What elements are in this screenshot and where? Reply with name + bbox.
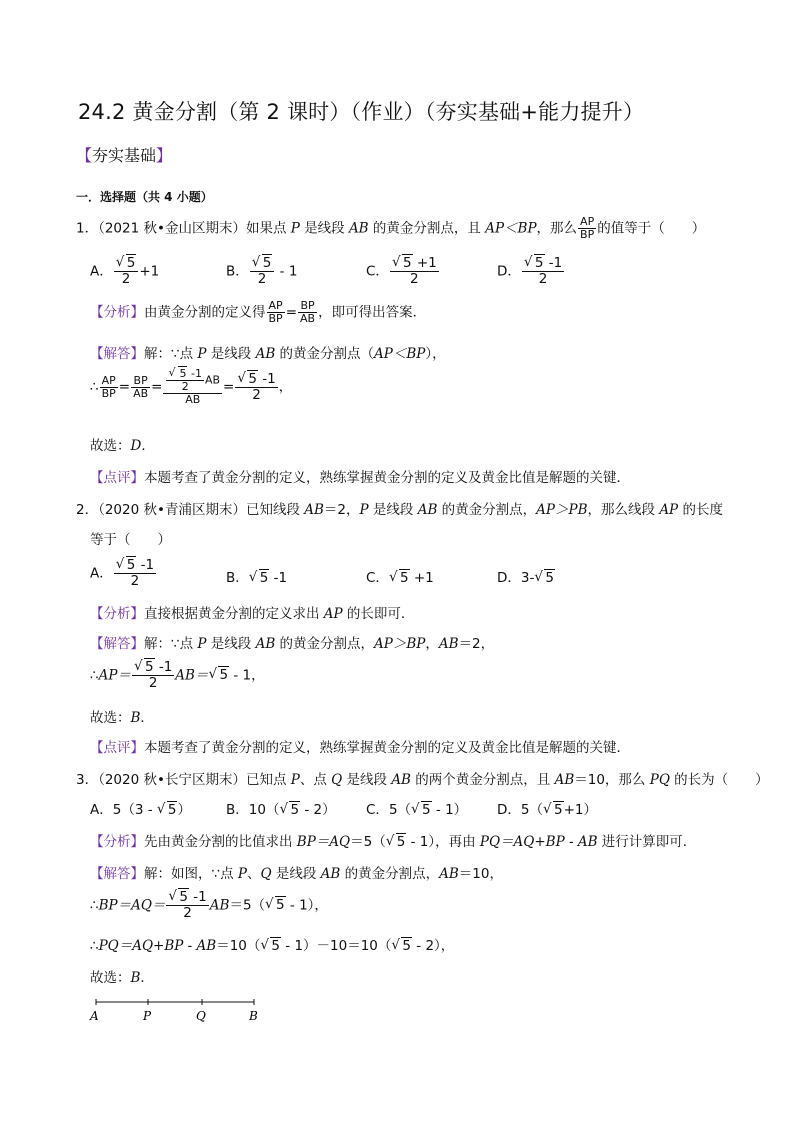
fraction: √ $\frac{5 -1}{2}$: [166, 890, 208, 921]
q1-option-c: [366, 256, 440, 287]
q1-stem: [76, 216, 705, 241]
q3-option-d: D．5（√ 5+1）: [497, 798, 597, 818]
section-bracket-close: 】: [156, 146, 173, 165]
label-a: A: [90, 1009, 99, 1023]
q1-option-a: A． √ $\frac{5}{2}$ +1: [90, 256, 159, 287]
q3-derivation-1: ∴BP＝AQ＝ √ $\frac{5 -1}{2}$ AB＝5（√ 5 - 1），: [90, 890, 328, 921]
segment-diagram: [86, 996, 276, 1026]
fraction: √ $\frac{5 -1}{2}$: [235, 372, 277, 403]
q1-derivation: ∴ $\frac{AP}{BP}$ = $\frac{BP}{AB}$ = √ $\frac{5 -1}{2}$ AB AB = √ $\frac{5 -1}{2}$ ，: [90, 368, 292, 406]
fraction: $\frac{AP}{BP}$: [101, 373, 116, 400]
q2-comment: 【点评】本题考查了黄金分割的定义，熟练掌握黄金分割的定义及黄金比值是解题的关键．: [90, 740, 630, 756]
q2-derivation: ∴AP＝ √ $\frac{5 -1}{2}$ AB＝√ 5 - 1，: [90, 660, 265, 691]
q1-stem-a: 是线段: [299, 220, 349, 237]
q2-answer: 故选：B．: [90, 710, 154, 726]
opt-label: D．: [497, 263, 521, 280]
opt-label: B．: [226, 263, 249, 280]
complex-fraction: √ $\frac{5 -1}{2}$ AB AB: [163, 368, 222, 406]
q1-option-b: B． √ $\frac{5}{2}$ - 1: [226, 256, 297, 287]
page-title: 24.2 黄金分割（第 2 课时）（作业）（夯实基础+能力提升）: [78, 100, 645, 124]
label-q: Q: [196, 1009, 206, 1023]
q3-option-a: A．5（3 - √ 5）: [90, 798, 191, 818]
q2-option-a: A． √ $\frac{5 -1}{2}$: [90, 558, 157, 589]
q3-analysis: 【分析】先由黄金分割的比值求出 BP＝AQ＝5（√ 5 - 1），再由 PQ＝AQ+BP - AB 进行计算即可．: [90, 830, 696, 850]
fraction: √ $\frac{5 -1}{2}$: [132, 660, 174, 691]
analysis-tag: 【分析】: [90, 304, 144, 321]
fraction: √ $\frac{5 +1}{2}$: [390, 256, 439, 287]
section-bracket-open: 【: [76, 146, 93, 165]
q1-solution: 【解答】解：∵点 P 是线段 AB 的黄金分割点（AP＜BP），: [90, 346, 446, 362]
sqrt: √ 5: [116, 256, 137, 271]
label-b: B: [249, 1009, 258, 1023]
q1-frac-num: AP: [578, 216, 596, 229]
q3-option-b: B．10（√ 5 - 2）: [226, 798, 336, 818]
sqrt: √ 5: [524, 256, 545, 271]
q1-comment: 【点评】本题考查了黄金分割的定义，熟练掌握黄金分割的定义及黄金比值是解题的关键．: [90, 470, 630, 486]
q1-analysis: 【分析】由黄金分割的定义得 $\frac{AP}{BP}$ = $\frac{BP}{AB}$ ，即可得出答案．: [90, 299, 427, 326]
q1-condition: AP＜BP: [485, 220, 537, 237]
q1-fraction: [578, 216, 596, 241]
q3-option-c: C．5（√ 5 - 1）: [366, 798, 467, 818]
comment-tag: 【点评】: [90, 470, 144, 486]
q1-p: P: [290, 220, 300, 237]
q1-frac-den: BP: [580, 228, 595, 242]
fraction: √ $\frac{5}{2}$: [250, 256, 275, 287]
q1-option-d: [497, 256, 565, 287]
q3-stem: 3．（2020 秋•长宁区期末）已知点 P、点 Q 是线段 AB 的两个黄金分割点，且 AB＝10，那么 PQ 的长为（ ）: [76, 772, 769, 788]
sqrt: √ 5: [392, 256, 413, 271]
q1-stem-d: 的值等于（ ）: [597, 220, 706, 237]
q2-option-d: D．3-√ 5: [497, 566, 555, 586]
q2-stem: 2．（2020 秋•青浦区期末）已知线段 AB＝2，P 是线段 AB 的黄金分割点，AP＞PB，那么线段 AP 的长度: [76, 502, 723, 518]
fraction: $\frac{AP}{BP}$: [268, 299, 283, 326]
q2-stem-cont: 等于（ ）: [90, 532, 171, 548]
fraction: √ $\frac{5 -1}{2}$: [114, 558, 156, 589]
fraction: $\frac{BP}{AB}$: [300, 299, 316, 326]
fraction: $\frac{BP}{AB}$: [133, 373, 149, 400]
q3-derivation-2: ∴PQ＝AQ+BP - AB＝10（√ 5 - 1）－10＝10（√ 5 - 2），: [90, 934, 454, 954]
opt-label: A．: [90, 263, 113, 280]
q2-option-c: C．√ 5 +1: [366, 566, 434, 586]
q1-stem-c: ，那么: [536, 220, 578, 237]
sqrt: √ 5: [252, 256, 273, 271]
q2-option-b: B．√ 5 -1: [226, 566, 287, 586]
subheading: 一．选择题（共 4 小题）: [76, 190, 213, 204]
opt-label: C．: [366, 263, 389, 280]
section-heading: [76, 143, 172, 166]
label-p: P: [143, 1009, 152, 1023]
q1-ab: AB: [348, 220, 369, 237]
q2-solution: 【解答】解：∵点 P 是线段 AB 的黄金分割点，AP＞BP，AB＝2，: [90, 636, 495, 652]
fraction: √ $\frac{5 -1}{2}$: [522, 256, 564, 287]
fraction: √ $\frac{5}{2}$: [114, 256, 139, 287]
section-label: 夯实基础: [92, 146, 157, 165]
q1-number: 1．: [76, 220, 99, 237]
q1-answer: 故选：D．: [90, 438, 155, 454]
q3-answer: 故选：B．: [90, 970, 154, 986]
q1-source: （2021 秋•金山区期末）如果点: [98, 220, 291, 237]
q2-analysis: 【分析】直接根据黄金分割的定义求出 AP 的长即可．: [90, 606, 415, 622]
q3-solution: 【解答】解：如图，∵点 P、Q 是线段 AB 的黄金分割点，AB＝10，: [90, 866, 503, 882]
q1-stem-b: 的黄金分割点，且: [368, 220, 486, 237]
solution-tag: 【解答】: [90, 346, 144, 362]
